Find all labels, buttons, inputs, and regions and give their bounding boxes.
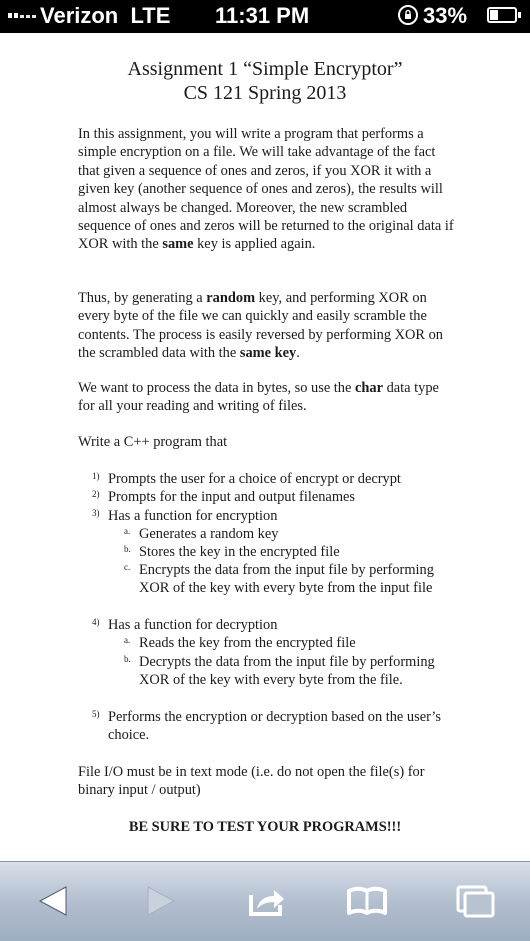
network-type: LTE xyxy=(130,3,171,28)
back-icon xyxy=(38,885,68,917)
clock: 11:31 PM xyxy=(215,3,310,28)
text-run: . xyxy=(296,345,300,362)
document-page[interactable]: Assignment 1 “Simple Encryptor” CS 121 Spring 2013 In this assignment, you will write a program that performs a simple encryption on a file. We will take advantage of the fact that given a sequence of ones and zeros, if you XOR it with a given key (another sequence of ones and zeros), the results will almost always be changed. Moreover, the new scrambled sequence of ones and zeros will be returned to the original data if XOR with the same key is applied again. Thus, by generating a random key, and performing XOR on every byte of the file we can quickly and easily scramble the contents. The process is easily reversed by performing XOR on the scrambled data with the same key. We want to process the data in bytes, so use the char data type for all your reading and writing of files. Write a C++ program that 1) Prompts the user for a choice of encrypt or decrypt 2) Prompts for the input and output filenames 3) Has a function for encryption a. Generates a random key b. Stores the key in the encrypted file c. Encrypts the data from the input file by performing XOR of the key with every byte from the input file 4) Has a function for decryption a. Reads the key from the encrypted file b. Decrypts the data from the input file by performing XOR of the key with every byte from the file. 5) Performs the encryption or decryption based on the user’s choice. File I/O must be in text mode (i.e. do not open the file(s) for binary input / output) BE SURE TO TEST YOUR PROGRAMS!!! xyxy=(0,33,530,861)
paragraph-char-type xyxy=(78,379,458,416)
text-run: We want to process the data in bytes, so use the xyxy=(78,380,355,396)
battery-fill xyxy=(490,10,498,20)
paragraph-write-program: Write a C++ program that xyxy=(78,434,228,450)
battery-percent: 33% xyxy=(423,3,468,28)
paragraph-intro xyxy=(78,125,458,254)
battery-icon xyxy=(487,7,517,23)
bold-text: same key xyxy=(239,345,297,362)
bookmarks-button[interactable] xyxy=(342,878,392,924)
forward-icon xyxy=(146,885,176,917)
text-run: key is applied again. xyxy=(193,236,316,253)
back-button[interactable] xyxy=(28,878,78,924)
status-bar xyxy=(0,0,530,33)
document-title: Assignment 1 “Simple Encryptor” xyxy=(127,58,403,80)
text-run: key, and performing XOR on every byte of the file we can quickly and easily scramble the contents. The process is easily reversed by performing XOR on the scrambled data with the xyxy=(78,290,444,362)
text-run: In this assignment, you will write a program that performs a simple encryption on a file. We will take advantage of the fact that given a sequence of ones and zeros, if you XOR it with a given key (another sequence of ones and zeros), the results will almost always be changed. Moreover, the new scrambled sequence of ones and zeros will be returned to the original data if XOR with the xyxy=(78,126,454,253)
paragraph-file-io: File I/O must be in text mode (i.e. do not open the file(s) for binary input / output) xyxy=(78,764,425,799)
bold-text: same xyxy=(162,236,194,253)
bold-text: char xyxy=(355,380,383,396)
carrier-name: Verizon xyxy=(40,3,119,28)
signal-bars-icon xyxy=(8,13,36,18)
share-icon xyxy=(247,885,287,917)
document-subtitle: CS 121 Spring 2013 xyxy=(183,82,347,104)
share-button[interactable] xyxy=(242,878,292,924)
paragraph-random-key xyxy=(78,289,458,363)
browser-toolbar xyxy=(0,861,530,941)
carrier-label xyxy=(40,3,170,29)
warning-text: BE SURE TO TEST YOUR PROGRAMS!!! xyxy=(128,819,402,835)
tabs-icon xyxy=(455,884,495,918)
rotation-lock-icon xyxy=(398,5,418,25)
tabs-button[interactable] xyxy=(450,878,500,924)
forward-button[interactable] xyxy=(136,878,186,924)
bold-text: random xyxy=(206,290,256,306)
bookmarks-icon xyxy=(345,885,389,917)
text-run: Thus, by generating a xyxy=(78,290,207,306)
text-run: data type for all your reading and writing of files. xyxy=(78,380,439,415)
